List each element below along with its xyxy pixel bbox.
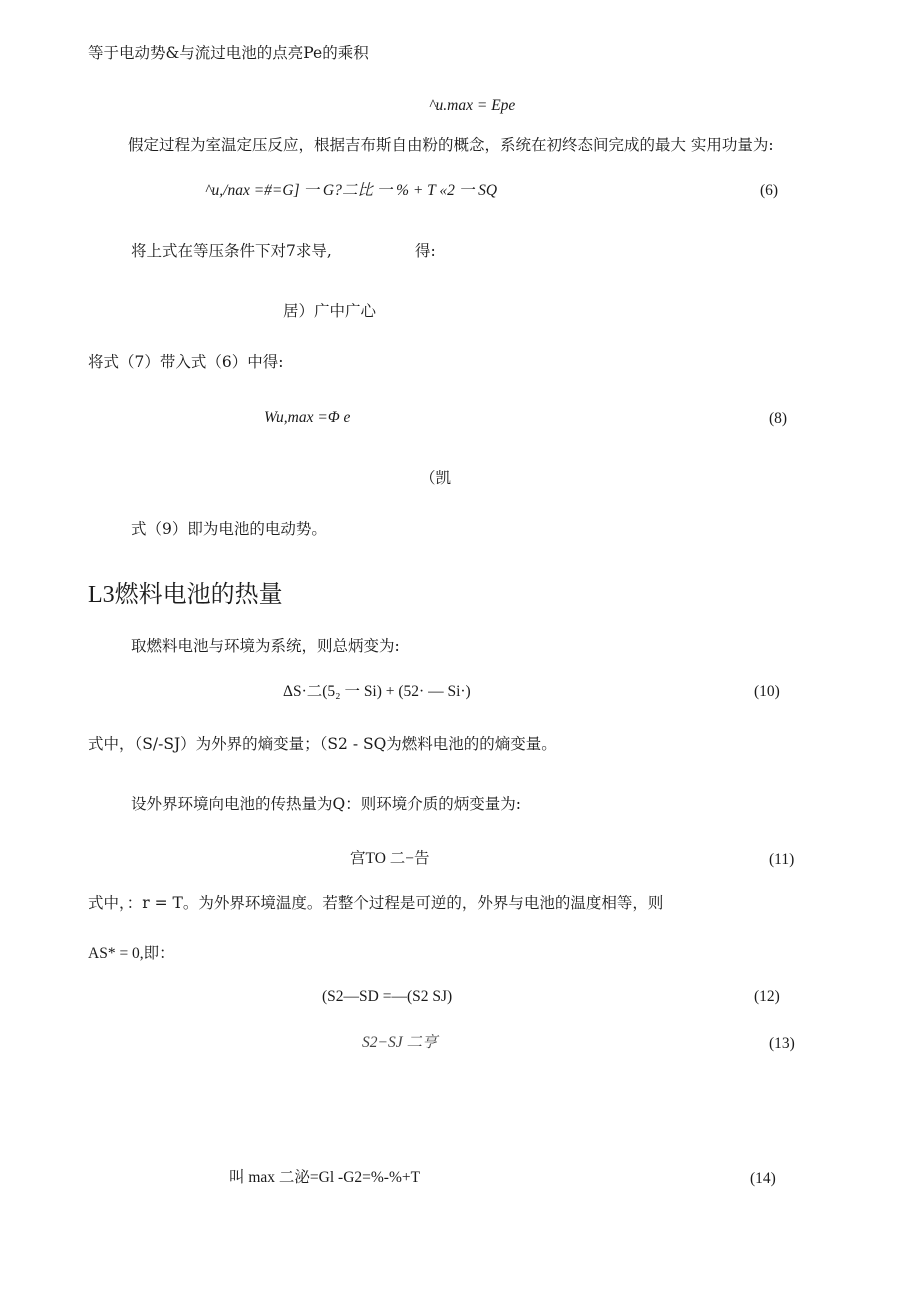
paragraph-system: 取燃料电池与环境为系统，则总炳变为: xyxy=(131,637,400,655)
paragraph-substitute: 将式（7）带入式（6）中得: xyxy=(88,353,284,371)
equation-10-number: (10) xyxy=(754,683,780,700)
equation-6-number: (6) xyxy=(760,182,779,199)
equation-6-text: ^u,/nax =#=G] 一 G?二比 一 % + T «2 一 SQ xyxy=(205,182,498,199)
equation-9: （凯 xyxy=(420,469,452,487)
equation-13: S2−SJ 二亨 xyxy=(362,1034,438,1051)
paragraph-derive-tail: 得: xyxy=(415,242,436,260)
equation-u-max: ^u.max = Epe xyxy=(429,97,516,114)
equation-12: (S2—SD =—(S2 SJ) xyxy=(322,988,453,1005)
paragraph-where-2: 式中，：r = T。为外界环境温度。若整个过程是可逆的，外界与电池的温度相等，则 xyxy=(88,894,664,912)
equation-14-number: (14) xyxy=(750,1170,776,1187)
equation-12-number: (12) xyxy=(754,988,780,1005)
paragraph-derive: 将上式在等压条件下对7求导, xyxy=(131,242,332,260)
equation-6 xyxy=(205,181,497,201)
equation-14: 叫 max 二泌=Gl -G2=%-%+T xyxy=(229,1169,421,1186)
intro-line: 等于电动势&与流过电池的点亮Pe的乘积 xyxy=(88,44,369,62)
paragraph-heat-transfer: 设外界环境向电池的传热量为Q：则环境介质的炳变量为: xyxy=(131,795,521,813)
paragraph-gibbs: 假定过程为室温定压反应，根据吉布斯自由粉的概念，系统在初终态间完成的最大 实用功量为: xyxy=(128,136,774,154)
equation-8-text: Wu,max =Φ e xyxy=(264,409,351,426)
paragraph-as-zero: AS* = 0,即： xyxy=(88,945,175,962)
equation-11-number: (11) xyxy=(769,851,795,868)
equation-8-number: (8) xyxy=(769,410,788,427)
section-heading-heat: L3燃料电池的热量 xyxy=(88,582,283,608)
equation-10: ΔS·二(5₂ 一 Si) + (52· — Si·) xyxy=(283,683,471,700)
equation-7: 居）广中广心 xyxy=(283,302,377,320)
equation-11: 宫TO 二−告 xyxy=(350,850,430,867)
equation-8 xyxy=(264,408,350,428)
paragraph-where-1: 式中，（S/-SJ）为外界的熵变量；（S2 - SQ为燃料电池的的熵变量。 xyxy=(88,735,557,753)
equation-13-number: (13) xyxy=(769,1035,795,1052)
paragraph-emf: 式（9）即为电池的电动势。 xyxy=(131,520,327,538)
